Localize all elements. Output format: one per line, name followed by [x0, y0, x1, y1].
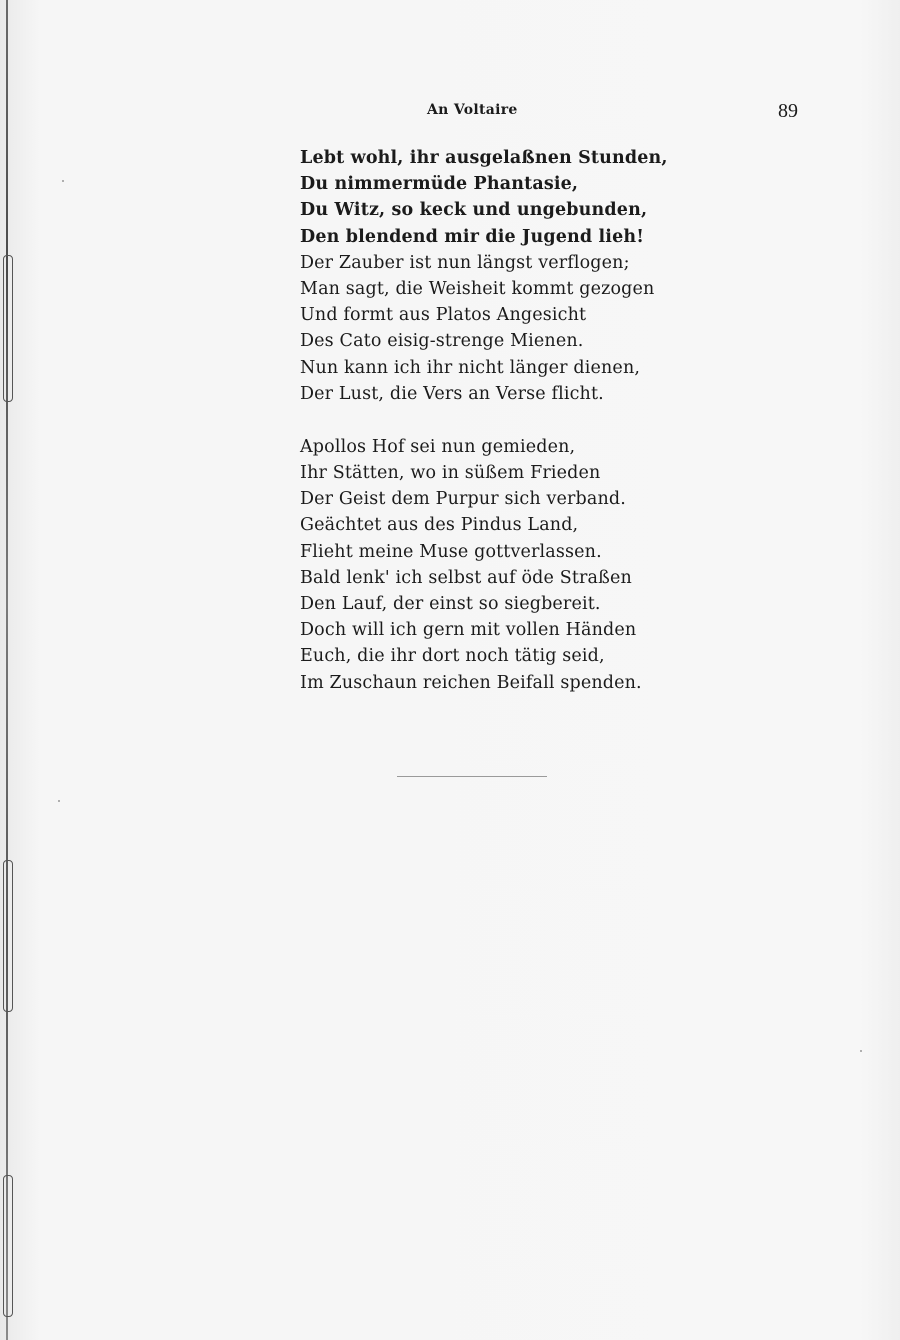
- binding-line: [6, 0, 8, 1340]
- stanza: [300, 145, 720, 407]
- poem-line: Und formt aus Platos Angesicht: [300, 305, 587, 326]
- paper-speck: [58, 800, 60, 802]
- poem-line: Flieht meine Muse gottverlassen.: [300, 541, 602, 562]
- binding-edge: [0, 0, 14, 1340]
- poem-line: Lebt wohl, ihr ausgelaßnen Stunden,: [300, 148, 668, 168]
- paper-speck: [62, 180, 64, 182]
- poem-line: Den Lauf, der einst so siegbereit.: [300, 594, 601, 614]
- binding-stitch: [3, 860, 13, 1012]
- poem-line: Ihr Stätten, wo in süßem Frieden: [300, 463, 601, 484]
- poem-line: Im Zuschaun reichen Beifall spenden.: [300, 672, 642, 693]
- poem-line: Euch, die ihr dort noch tätig seid,: [300, 646, 605, 667]
- poem-line: Du nimmermüde Phantasie,: [300, 174, 579, 195]
- poem-line: Der Lust, die Vers an Verse flicht.: [300, 383, 604, 404]
- poem-line: Du Witz, so keck und ungebunden,: [300, 200, 648, 221]
- running-title: An Voltaire: [427, 102, 518, 118]
- poem-line: Des Cato eisig-strenge Mienen.: [300, 331, 584, 352]
- poem-line: Doch will ich gern mit vollen Händen: [300, 620, 637, 641]
- poem-line: Den blendend mir die Jugend lieh!: [300, 226, 645, 247]
- poem-line: Geächtet aus des Pindus Land,: [300, 515, 579, 536]
- poem-line: Der Geist dem Purpur sich verband.: [300, 489, 626, 510]
- binding-stitch: [3, 255, 13, 402]
- page-number: 89: [778, 100, 798, 122]
- stanza: [300, 434, 720, 696]
- binding-stitch: [3, 1175, 13, 1317]
- poem: [300, 145, 720, 723]
- poem-line: Bald lenk' ich selbst auf öde Straßen: [300, 567, 632, 588]
- poem-line: Der Zauber ist nun längst verflogen;: [300, 252, 630, 273]
- poem-line: Man sagt, die Weisheit kommt gezogen: [300, 278, 655, 299]
- paper-speck: [860, 1050, 862, 1052]
- poem-line: Apollos Hof sei nun gemieden,: [300, 436, 576, 457]
- section-rule: [397, 776, 547, 777]
- poem-line: Nun kann ich ihr nicht länger dienen,: [300, 357, 641, 378]
- page-header: [0, 100, 900, 124]
